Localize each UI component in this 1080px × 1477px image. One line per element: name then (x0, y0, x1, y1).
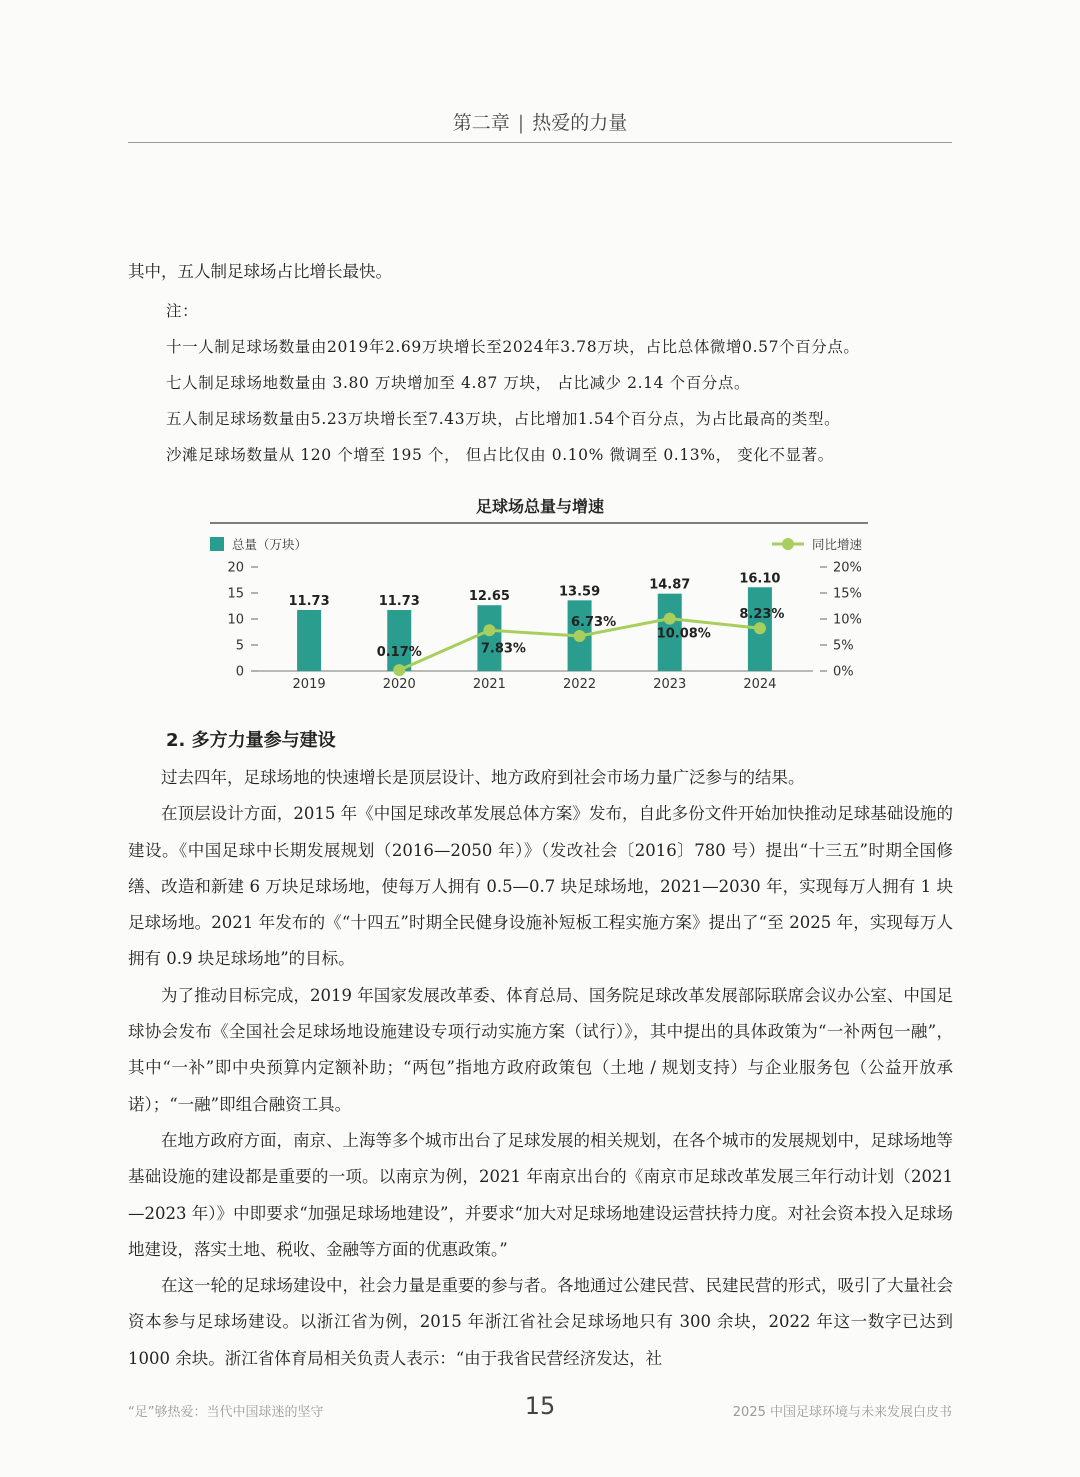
legend (210, 537, 863, 552)
growth-data-label: 7.83% (480, 641, 526, 657)
growth-data-label: 6.73% (571, 615, 617, 631)
bar (477, 605, 501, 671)
y-left-tick-label: 0 (235, 664, 244, 680)
note-line: 十一人制足球场数量由2019年2.69万块增长至2024年3.78万块，占比总体微增0.57个百分点。 (166, 338, 860, 356)
y-right-tick-label: 0% (833, 664, 854, 680)
x-tick-label: 2022 (563, 677, 597, 692)
x-tick-label: 2023 (653, 677, 687, 692)
legend-line-label: 同比增速 (812, 537, 863, 552)
growth-point (574, 630, 586, 642)
x-tick-label: 2020 (382, 677, 416, 692)
chapter-number: 第二章 (452, 112, 510, 134)
notes-label: 注： (166, 302, 199, 320)
bar (297, 610, 321, 671)
bar-data-label: 12.65 (468, 589, 510, 605)
y-left-tick-label: 5 (235, 638, 244, 654)
page-header (128, 108, 952, 143)
bar-data-label: 11.73 (378, 594, 420, 610)
growth-data-label: 0.17% (376, 645, 422, 661)
legend-bar-label: 总量（万块） (232, 537, 308, 552)
growth-point (393, 664, 405, 676)
bar (387, 610, 411, 671)
growth-point (483, 624, 495, 636)
notes-block (166, 296, 966, 476)
paragraph: 在顶层设计方面，2015 年《中国足球改革发展总体方案》发布，自此多份文件开始加快推动足球基础设施的建设。《中国足球中长期发展规划（2016—2050 年）》（发改社会〔2016〕780 号）提出“十三五”时期全国修缮、改造和新建 6 万块足球场地，使每万人拥有 0.5—0.7 块足球场地，2021—2030 年，实现每万人拥有 1 块足球场地。2021 年发布的《“十四五”时期全民健身设施补短板工程实施方案》提出了“至 2025 年，实现每万人拥有 0.9 块足球场地”的目标。 (128, 804, 953, 969)
footer-series-title: 2025 中国足球环境与未来发展白皮书 (732, 1405, 952, 1420)
chart-marks (227, 561, 861, 693)
bar-data-label: 13.59 (559, 584, 601, 600)
bar-data-label: 14.87 (649, 577, 691, 593)
intro-text: 其中，五人制足球场占比增长最快。 (128, 262, 392, 281)
bar-data-label: 11.73 (288, 594, 330, 610)
growth-data-label: 8.23% (739, 607, 785, 623)
section-title: 2. 多方力量参与建设 (166, 730, 336, 751)
note-line: 五人制足球场数量由5.23万块增长至7.43万块，占比增加1.54个百分点，为占比最高的类型。 (166, 410, 841, 428)
note-line: 沙滩足球场数量从 120 个增至 195 个， 但占比仅由 0.10% 微调至 0.13%， 变化不显著。 (166, 446, 834, 464)
paragraph: 为了推动目标完成，2019 年国家发展改革委、体育总局、国务院足球改革发展部际联席会议办公室、中国足球协会发布《全国社会足球场地设施建设专项行动实施方案（试行）》，其中提出的具体政策为“一补两包一融”，其中“一补”即中央预算内定额补助；“两包”指地方政府政策包（土地 / 规划支持）与企业服务包（公益开放承诺）；“一融”即组合融资工具。 (128, 985, 953, 1114)
body-text (128, 760, 953, 1377)
y-right-tick-label: 20% (833, 560, 862, 576)
footer-book-title: “足”够热爱：当代中国球迷的坚守 (128, 1405, 324, 1420)
chart-title: 足球场总量与增速 (475, 497, 605, 516)
y-left-tick-label: 15 (227, 586, 244, 602)
note-line: 七人制足球场地数量由 3.80 万块增加至 4.87 万块， 占比减少 2.14 个百分点。 (166, 374, 751, 392)
x-tick-label: 2024 (743, 677, 777, 692)
y-right-tick-label: 15% (833, 586, 862, 602)
y-right-tick-label: 10% (833, 612, 862, 628)
header-separator: | (517, 112, 525, 134)
y-left-tick-label: 10 (227, 612, 244, 628)
legend-line-marker (782, 538, 794, 550)
bar-data-label: 16.10 (739, 571, 781, 587)
chapter-title: 热爱的力量 (532, 112, 628, 134)
x-tick-label: 2019 (292, 677, 326, 692)
paragraph: 在这一轮的足球场建设中，社会力量是重要的参与者。各地通过公建民营、民建民营的形式，吸引了大量社会资本参与足球场建设。以浙江省为例，2015 年浙江省社会足球场地只有 300 余块，2022 年这一数字已达到 1000 余块。浙江省体育局相关负责人表示：“由于我省民营经济发达，社 (128, 1276, 953, 1368)
page-number: 15 (524, 1392, 556, 1420)
legend-bar-swatch (210, 537, 224, 551)
growth-point (754, 622, 766, 634)
y-right-tick-label: 5% (833, 638, 854, 654)
growth-data-label: 10.08% (656, 626, 711, 642)
paragraph: 过去四年，足球场地的快速增长是顶层设计、地方政府到社会市场力量广泛参与的结果。 (161, 768, 805, 787)
y-left-tick-label: 20 (227, 560, 244, 576)
paragraph: 在地方政府方面，南京、上海等多个城市出台了足球发展的相关规划，在各个城市的发展规划中，足球场地等基础设施的建设都是重要的一项。以南京为例，2021 年南京出台的《南京市足球改革发展三年行动计划（2021—2023 年）》中即要求“加强足球场地建设”，并要求“加大对足球场地建设运营扶持力度。对社会资本投入足球场地建设，落实土地、税收、金融等方面的优惠政策。” (128, 1130, 953, 1259)
field-count-chart (200, 490, 880, 700)
growth-point (664, 613, 676, 625)
x-tick-label: 2021 (472, 677, 506, 692)
